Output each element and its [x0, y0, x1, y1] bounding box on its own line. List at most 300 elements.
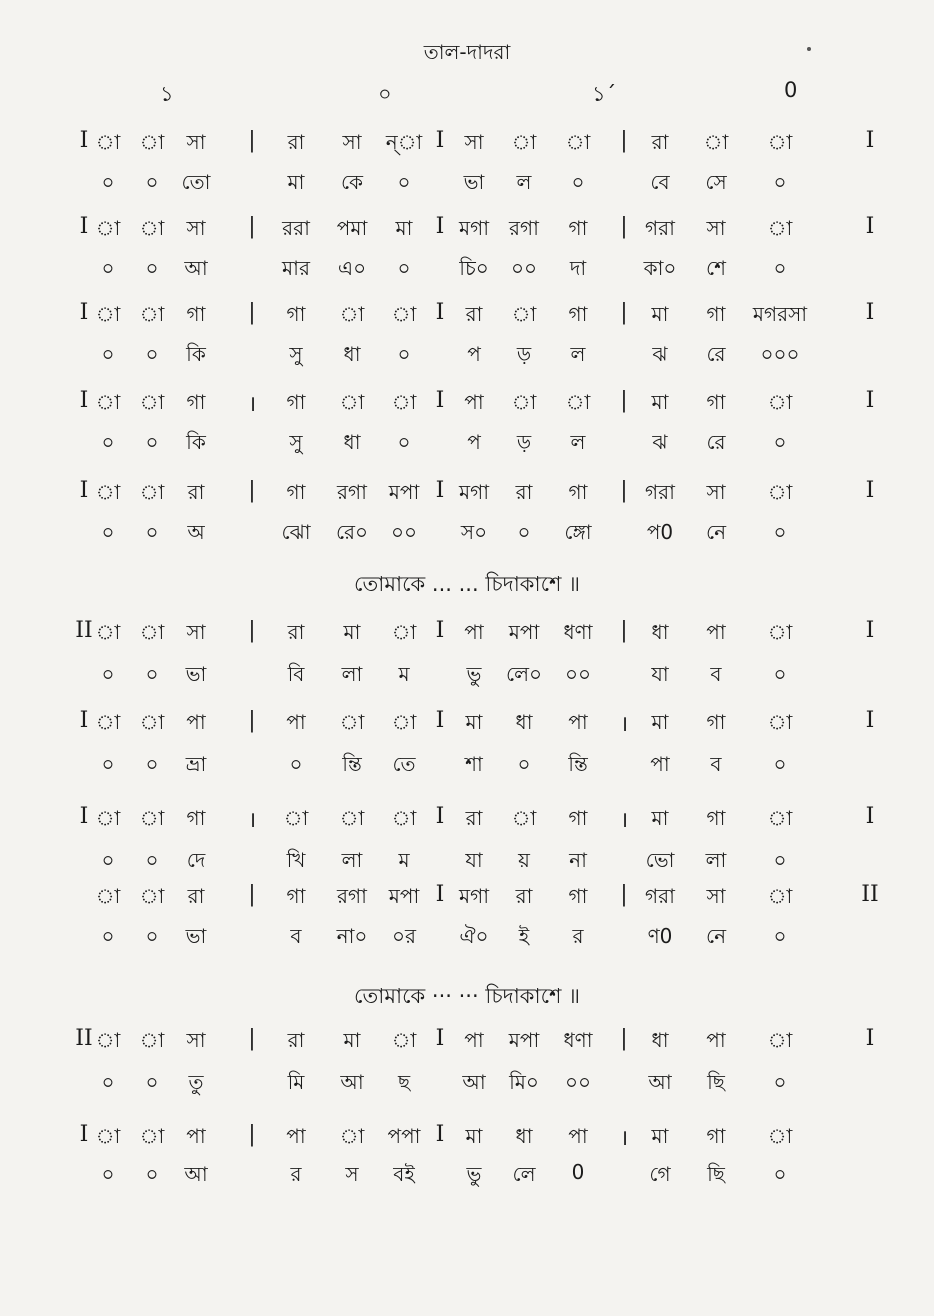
lyric-syllable: লে [512, 1162, 536, 1186]
lyric-syllable: ল [516, 170, 532, 194]
print-speck [807, 47, 811, 51]
swara-note: া [767, 130, 793, 154]
swara-note: পা [286, 710, 306, 734]
swara-note: া [511, 130, 537, 154]
swara-note: ধণা [563, 620, 593, 644]
bar-line-start: II [75, 1026, 93, 1051]
lyric-syllable: ০ [145, 848, 159, 872]
swara-note: া [139, 884, 165, 908]
swara-note: া [95, 620, 121, 644]
swara-note: া [565, 390, 591, 414]
swara-note: া [767, 884, 793, 908]
swara-note: া [139, 302, 165, 326]
beat-separator: | [248, 1026, 256, 1051]
lyric-syllable: ০ [145, 256, 159, 280]
bar-line-end: I [865, 388, 875, 413]
swara-note: গা [706, 390, 726, 414]
lyric-syllable: প0 [646, 520, 674, 544]
lyric-syllable: ঝ [652, 342, 668, 366]
lyric-syllable: ধা [343, 430, 361, 454]
lyric-syllable: ০ [773, 662, 787, 686]
swara-note: রা [287, 620, 305, 644]
swara-note: মা [651, 302, 669, 326]
beat-separator: । [619, 808, 629, 833]
swara-note: া [95, 480, 121, 504]
lyric-syllable: রে [706, 342, 726, 366]
bar-line-end: I [865, 300, 875, 325]
swara-note: মা [343, 1028, 361, 1052]
lyric-syllable: মার [282, 256, 310, 280]
lyric-syllable: লা [341, 662, 363, 686]
swara-note: া [95, 390, 121, 414]
lyric-syllable: ০ [773, 924, 787, 948]
lyric-syllable: ভা [185, 662, 207, 686]
lyric-syllable: ব [710, 662, 722, 686]
swara-note: া [767, 480, 793, 504]
swara-note: া [511, 806, 537, 830]
swara-line [0, 300, 934, 332]
swara-line [0, 882, 934, 914]
swara-note: া [767, 216, 793, 240]
swara-line [0, 388, 934, 420]
swara-note: পা [464, 620, 484, 644]
lyric-syllable: ভা [463, 170, 485, 194]
lyric-line [0, 168, 934, 200]
lyric-syllable: ০ [773, 848, 787, 872]
bar-line: I [435, 1026, 445, 1051]
swara-note: া [95, 216, 121, 240]
swara-note: মা [651, 1124, 669, 1148]
lyric-syllable: কি [186, 342, 206, 366]
lyric-syllable: আ [648, 1070, 672, 1094]
lyric-syllable: ০ [101, 662, 115, 686]
swara-line [0, 214, 934, 246]
swara-note: ন্‌া [385, 130, 423, 154]
beat-separator: । [247, 808, 257, 833]
swara-note: সা [706, 480, 726, 504]
lyric-syllable: ছি [707, 1070, 725, 1094]
lyric-syllable: যা [465, 848, 483, 872]
bar-line-start: I [79, 478, 89, 503]
swara-note: পা [464, 390, 484, 414]
swara-note: ধা [515, 710, 533, 734]
swara-note: গা [706, 710, 726, 734]
beat-separator: । [247, 392, 257, 417]
swara-note: গা [706, 302, 726, 326]
swara-note: া [95, 710, 121, 734]
bar-line: I [435, 804, 445, 829]
lyric-syllable: তু [188, 1070, 204, 1094]
swara-note: সা [186, 620, 206, 644]
swara-note: মগরসা [752, 302, 808, 326]
swara-note: া [391, 302, 417, 326]
swara-note: া [139, 806, 165, 830]
lyric-syllable: ০ [101, 1070, 115, 1094]
beat-separator: | [620, 478, 628, 503]
lyric-syllable: ০ [101, 170, 115, 194]
swara-note: পা [568, 1124, 588, 1148]
lyric-syllable: ০ [397, 430, 411, 454]
lyric-syllable: ছ [397, 1070, 411, 1094]
swara-note: মা [395, 216, 413, 240]
lyric-syllable: ণ0 [647, 924, 673, 948]
swara-note: গরা [645, 480, 675, 504]
swara-note: পা [186, 710, 206, 734]
lyric-syllable: নে [705, 924, 727, 948]
lyric-syllable: লা [341, 848, 363, 872]
lyric-syllable: খি [286, 848, 306, 872]
bar-line-end: I [865, 1026, 875, 1051]
swara-note: মপা [508, 1028, 540, 1052]
lyric-line [0, 1068, 934, 1100]
swara-note: ধণা [563, 1028, 593, 1052]
swara-note: পা [186, 1124, 206, 1148]
lyric-syllable: লা [705, 848, 727, 872]
lyric-syllable: চি০ [459, 256, 489, 280]
lyric-syllable: ০ [571, 170, 585, 194]
bar-line: I [435, 214, 445, 239]
lyric-syllable: সে [705, 170, 727, 194]
lyric-syllable: বে [650, 170, 670, 194]
lyric-syllable: ন্তি [568, 752, 588, 776]
swara-note: া [95, 1028, 121, 1052]
lyric-syllable: ন্তি [342, 752, 362, 776]
swara-note: ধা [515, 1124, 533, 1148]
lyric-syllable: ০ [397, 170, 411, 194]
lyric-syllable: ধা [343, 342, 361, 366]
swara-note: গা [568, 302, 588, 326]
swara-note: পা [286, 1124, 306, 1148]
beat-separator: । [619, 1126, 629, 1151]
lyric-syllable: র [572, 924, 584, 948]
lyric-syllable: দা [569, 256, 587, 280]
lyric-syllable: ০ [101, 848, 115, 872]
bar-line: I [435, 708, 445, 733]
bar-line: I [435, 388, 445, 413]
swara-note: া [139, 1028, 165, 1052]
lyric-syllable: ০ [773, 520, 787, 544]
swara-line [0, 708, 934, 740]
lyric-line [0, 428, 934, 460]
lyric-syllable: পা [650, 752, 670, 776]
lyric-syllable: ব [290, 924, 302, 948]
lyric-syllable: আ [340, 1070, 364, 1094]
lyric-line [0, 1160, 934, 1192]
lyric-syllable: ভু [466, 1162, 482, 1186]
lyric-syllable: তো [181, 170, 211, 194]
lyric-syllable: আ [462, 1070, 486, 1094]
lyric-syllable: ভো [645, 848, 675, 872]
lyric-syllable: ০ [101, 430, 115, 454]
lyric-syllable: রে [706, 430, 726, 454]
swara-note: গা [186, 302, 206, 326]
swara-note: রা [187, 884, 205, 908]
lyric-syllable: ০ [101, 520, 115, 544]
beat-separator: | [620, 214, 628, 239]
lyric-syllable: কি [186, 430, 206, 454]
beat-marker-row [0, 78, 934, 108]
lyric-line [0, 660, 934, 692]
beat-separator: | [620, 300, 628, 325]
lyric-syllable: র [290, 1162, 302, 1186]
lyric-syllable: ০ [773, 1070, 787, 1094]
lyric-syllable: তে [392, 752, 416, 776]
lyric-syllable: ০ [145, 924, 159, 948]
lyric-syllable: ০ [145, 170, 159, 194]
swara-note: মা [343, 620, 361, 644]
swara-note: রা [465, 302, 483, 326]
lyric-line [0, 340, 934, 372]
swara-note: ধা [651, 1028, 669, 1052]
beat-separator: | [620, 388, 628, 413]
lyric-syllable: রে০ [335, 520, 369, 544]
swara-note: মা [465, 1124, 483, 1148]
beat-separator: | [248, 128, 256, 153]
swara-note: রা [515, 480, 533, 504]
swara-note: রা [515, 884, 533, 908]
lyric-syllable: ০ [773, 256, 787, 280]
lyric-syllable: ০ [101, 924, 115, 948]
lyric-syllable: ০ [397, 256, 411, 280]
lyric-line [0, 846, 934, 878]
swara-note: া [391, 1028, 417, 1052]
bar-line-end: II [861, 882, 879, 907]
lyric-syllable: ই [518, 924, 530, 948]
lyric-syllable: দে [186, 848, 206, 872]
lyric-syllable: ০০০ [760, 342, 800, 366]
bar-line-end: I [865, 804, 875, 829]
swara-note: া [139, 390, 165, 414]
lyric-line [0, 922, 934, 954]
swara-note: গা [286, 480, 306, 504]
swara-note: পা [706, 620, 726, 644]
refrain-line-1: তোমাকে ... ... চিদাকাশে ॥ [354, 572, 580, 596]
beat-separator: | [248, 478, 256, 503]
swara-note: মা [651, 710, 669, 734]
lyric-syllable: শা [465, 752, 483, 776]
beat-marker-2: ০ [378, 82, 392, 106]
swara-note: া [767, 710, 793, 734]
swara-note: সা [706, 216, 726, 240]
lyric-syllable: ঙ্গো [564, 520, 592, 544]
lyric-syllable: এ০ [337, 256, 367, 280]
bar-line: I [435, 1122, 445, 1147]
lyric-syllable: প [467, 342, 481, 366]
lyric-syllable: ঝো [281, 520, 311, 544]
lyric-syllable: ০ [101, 342, 115, 366]
lyric-syllable: ০ [773, 752, 787, 776]
beat-marker-4: 0 [784, 78, 798, 102]
swara-note: া [95, 302, 121, 326]
swara-note: া [391, 620, 417, 644]
bar-line-start: I [79, 708, 89, 733]
swara-note: মপা [508, 620, 540, 644]
swara-note: া [339, 1124, 365, 1148]
bar-line-end: I [865, 478, 875, 503]
swara-note: গা [568, 884, 588, 908]
lyric-syllable: য় [518, 848, 530, 872]
lyric-syllable: বি [287, 662, 305, 686]
lyric-syllable: ম [398, 848, 410, 872]
swara-note: া [139, 216, 165, 240]
lyric-syllable: ০ [101, 1162, 115, 1186]
swara-note: গা [706, 806, 726, 830]
bar-line-end: I [865, 214, 875, 239]
lyric-line [0, 518, 934, 550]
lyric-syllable: ঐ০ [459, 924, 489, 948]
swara-note: মা [651, 806, 669, 830]
tala-title: তাল-দাদরা [423, 40, 511, 64]
lyric-syllable: ০ [101, 752, 115, 776]
swara-note: গা [568, 480, 588, 504]
swara-note: গা [186, 390, 206, 414]
lyric-syllable: ০ [145, 520, 159, 544]
swara-note: া [391, 806, 417, 830]
bar-line-start: II [75, 618, 93, 643]
swara-note: ররা [282, 216, 310, 240]
lyric-syllable: না০ [336, 924, 368, 948]
swara-note: া [767, 390, 793, 414]
lyric-syllable: অ [187, 520, 205, 544]
swara-note: গা [568, 216, 588, 240]
lyric-syllable: ০ [145, 1162, 159, 1186]
swara-note: গা [706, 1124, 726, 1148]
lyric-syllable: ০র [391, 924, 417, 948]
lyric-syllable: নে [705, 520, 727, 544]
swara-note: া [511, 390, 537, 414]
lyric-syllable: ০০ [564, 662, 592, 686]
swara-note: া [767, 806, 793, 830]
swara-note: মপা [388, 884, 420, 908]
lyric-syllable: ভা [185, 924, 207, 948]
lyric-syllable: ০ [773, 430, 787, 454]
swara-line [0, 478, 934, 510]
beat-separator: | [620, 882, 628, 907]
beat-marker-1: ১ [160, 82, 174, 106]
swara-note: সা [464, 130, 484, 154]
swara-note: মগা [458, 884, 490, 908]
swara-note: া [767, 1028, 793, 1052]
lyric-syllable: আ [184, 1162, 208, 1186]
swara-note: রা [287, 1028, 305, 1052]
swara-note: া [339, 302, 365, 326]
lyric-syllable: ০ [517, 752, 531, 776]
lyric-syllable: ০০ [390, 520, 418, 544]
swara-note: গরা [645, 884, 675, 908]
lyric-syllable: ঝ [652, 430, 668, 454]
swara-line [0, 1122, 934, 1154]
swara-note: া [139, 710, 165, 734]
lyric-syllable: ০ [145, 342, 159, 366]
beat-separator: | [248, 708, 256, 733]
lyric-syllable: ল [570, 342, 586, 366]
swara-note: রা [651, 130, 669, 154]
swara-note: া [139, 1124, 165, 1148]
lyric-line [0, 750, 934, 782]
swara-note: সা [186, 216, 206, 240]
swara-note: পমা [336, 216, 368, 240]
lyric-syllable: ০০ [564, 1070, 592, 1094]
swara-note: গা [286, 884, 306, 908]
beat-separator: | [248, 1122, 256, 1147]
beat-separator: | [248, 214, 256, 239]
bar-line: I [435, 128, 445, 153]
beat-separator: | [620, 1026, 628, 1051]
lyric-syllable: কে [340, 170, 364, 194]
bar-line-start: I [79, 1122, 89, 1147]
swara-note: া [339, 710, 365, 734]
swara-note: া [139, 620, 165, 644]
lyric-syllable: ড় [516, 342, 532, 366]
swara-note: া [703, 130, 729, 154]
lyric-syllable: 0 [571, 1160, 585, 1184]
swara-note: া [95, 130, 121, 154]
swara-line [0, 128, 934, 160]
lyric-syllable: লে০ [505, 662, 543, 686]
swara-note: রা [465, 806, 483, 830]
swara-note: রগা [509, 216, 539, 240]
lyric-syllable: স [345, 1162, 359, 1186]
lyric-syllable: সু [289, 430, 303, 454]
swara-line [0, 618, 934, 650]
swara-line [0, 1026, 934, 1058]
beat-separator: । [619, 712, 629, 737]
swara-note: পা [706, 1028, 726, 1052]
bar-line-start: I [79, 388, 89, 413]
swara-note: গা [286, 390, 306, 414]
lyric-syllable: বই [393, 1162, 415, 1186]
swara-note: রগা [337, 884, 367, 908]
swara-note: া [283, 806, 309, 830]
lyric-syllable: ল [570, 430, 586, 454]
swara-note: ধা [651, 620, 669, 644]
swara-note: সা [186, 1028, 206, 1052]
swara-note: রা [287, 130, 305, 154]
lyric-syllable: স০ [460, 520, 488, 544]
lyric-syllable: গে [649, 1162, 671, 1186]
swara-note: মগা [458, 216, 490, 240]
lyric-syllable: ০ [145, 430, 159, 454]
lyric-syllable: ০ [145, 1070, 159, 1094]
swara-note: মপা [388, 480, 420, 504]
lyric-syllable: ছি [707, 1162, 725, 1186]
swara-note: া [339, 390, 365, 414]
swara-note: া [391, 710, 417, 734]
beat-separator: | [248, 618, 256, 643]
lyric-syllable: শে [706, 256, 726, 280]
swara-note: গরা [645, 216, 675, 240]
lyric-syllable: ভু [466, 662, 482, 686]
swara-note: া [139, 480, 165, 504]
lyric-syllable: ব [710, 752, 722, 776]
swara-note: া [565, 130, 591, 154]
lyric-syllable: ০ [289, 752, 303, 776]
swara-note: সা [186, 130, 206, 154]
bar-line: I [435, 300, 445, 325]
lyric-syllable: ০ [773, 170, 787, 194]
swara-note: সা [342, 130, 362, 154]
swara-note: গা [186, 806, 206, 830]
lyric-syllable: ভ্রা [185, 752, 207, 776]
swara-note: সা [706, 884, 726, 908]
swara-note: রগা [337, 480, 367, 504]
swara-note: া [95, 1124, 121, 1148]
lyric-syllable: কা০ [643, 256, 677, 280]
lyric-syllable: মি [287, 1070, 305, 1094]
lyric-syllable: ০০ [510, 256, 538, 280]
lyric-syllable: প [467, 430, 481, 454]
swara-note: া [339, 806, 365, 830]
